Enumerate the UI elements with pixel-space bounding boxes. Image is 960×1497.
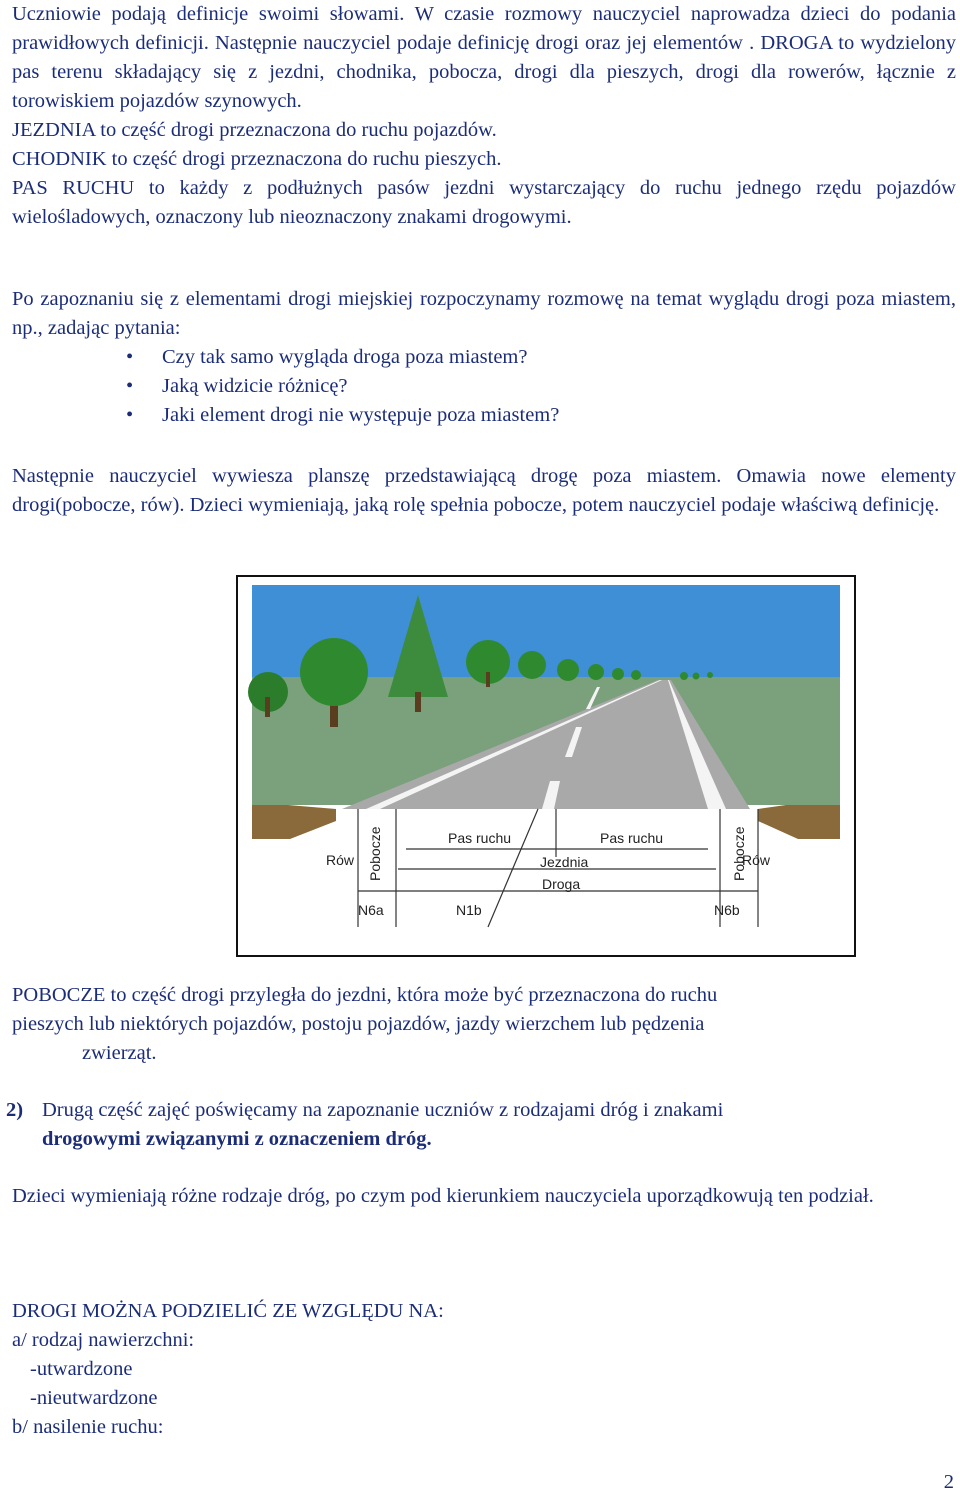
division-paragraph: Dzieci wymieniają różne rodzaje dróg, po czym pod kierunkiem nauczyciela uporządkowują ten podział. [12, 1185, 874, 1207]
intro-text: Uczniowie podają definicje swoimi słowami. W czasie rozmowy nauczyciel naprowadza dzieci do podania prawidłowych definicji. Następnie nauczyciel podaje definicję drogi oraz jej elementów . [12, 3, 956, 54]
division-subitem: -utwardzone [30, 1358, 133, 1380]
division-heading: DROGI MOŻNA PODZIELIĆ ZE WZGLĘDU NA: [12, 1300, 444, 1322]
label-row-right: Rów [742, 852, 771, 868]
label-pobocze-right: Pobocze [731, 826, 747, 881]
road-division-list [12, 1297, 956, 1442]
definition-chodnik: CHODNIK to część drogi przeznaczona do ruchu pieszych. [12, 148, 502, 170]
question-item: • Jaką widzicie różnicę? [126, 372, 559, 401]
pobocze-line: zwierząt. [82, 1042, 157, 1064]
label-n6a: N6a [358, 902, 384, 918]
ditch-left [252, 805, 336, 839]
label-n1b: N1b [456, 902, 482, 918]
definition-pas-ruchu: PAS RUCHU to każdy z podłużnych pasów jezdni wystarczający do ruchu jednego rzędu pojazdów wielośladowych, oznaczony lub nieoznaczony znakami drogowymi. [12, 177, 956, 228]
pobocze-line: POBOCZE to część drogi przyległa do jezdni, która może być przeznaczona do ruchu [12, 984, 718, 1006]
label-jezdnia: Jezdnia [540, 854, 589, 870]
label-pobocze-left: Pobocze [367, 826, 383, 881]
label-row-left: Rów [326, 852, 355, 868]
part-two-line: Drugą część zajęć poświęcamy na zapoznanie uczniów z rodzajami dróg i znakami [42, 1099, 724, 1121]
part-two [6, 1096, 956, 1154]
label-n6b: N6b [714, 902, 740, 918]
label-pas-ruchu-right: Pas ruchu [600, 830, 664, 846]
division-subitem: -nieutwardzone [30, 1387, 158, 1409]
division-item-a: a/ rodzaj nawierzchni: [12, 1329, 195, 1351]
discussion-paragraph: Po zapoznaniu się z elementami drogi miejskiej rozpoczynamy rozmowę na temat wyglądu drogi poza miastem, np., zadając pytania: [12, 288, 956, 339]
definition-pobocze [12, 981, 956, 1068]
part-two-number: 2) [6, 1099, 24, 1121]
question-list [126, 343, 559, 430]
definition-droga: DROGA to wydzielony pas terenu składający się z jezdni, chodnika, pobocza, drogi dla pieszych, drogi dla rowerów, łącznie z torowiskiem pojazdów szynowych. [12, 32, 957, 112]
page-number: 2 [943, 1471, 954, 1493]
poster-paragraph: Następnie nauczyciel wywiesza planszę przedstawiającą drogę poza miastem. Omawia nowe elementy drogi(pobocze, rów). Dzieci wymieniają, jaką rolę spełnia pobocze, potem nauczyciel podaje właściwą definicję. [12, 465, 956, 516]
question-item: • Czy tak samo wygląda droga poza miastem? [126, 343, 559, 372]
question-item: • Jaki element drogi nie występuje poza miastem? [126, 401, 559, 430]
ditch-right [758, 805, 840, 839]
definition-jezdnia: JEZDNIA to część drogi przeznaczona do ruchu pojazdów. [12, 119, 497, 141]
part-two-line-bold: drogowymi związanymi z oznaczeniem dróg. [42, 1128, 432, 1150]
pobocze-line: pieszych lub niektórych pojazdów, postoju pojazdów, jazdy wierzchem lub pędzenia [12, 1013, 705, 1035]
division-item-b: b/ nasilenie ruchu: [12, 1416, 164, 1438]
road-diagram [238, 577, 854, 955]
intro-paragraph [12, 0, 956, 232]
road-illustration [236, 575, 856, 957]
label-pas-ruchu-left: Pas ruchu [448, 830, 512, 846]
label-droga: Droga [542, 876, 581, 892]
